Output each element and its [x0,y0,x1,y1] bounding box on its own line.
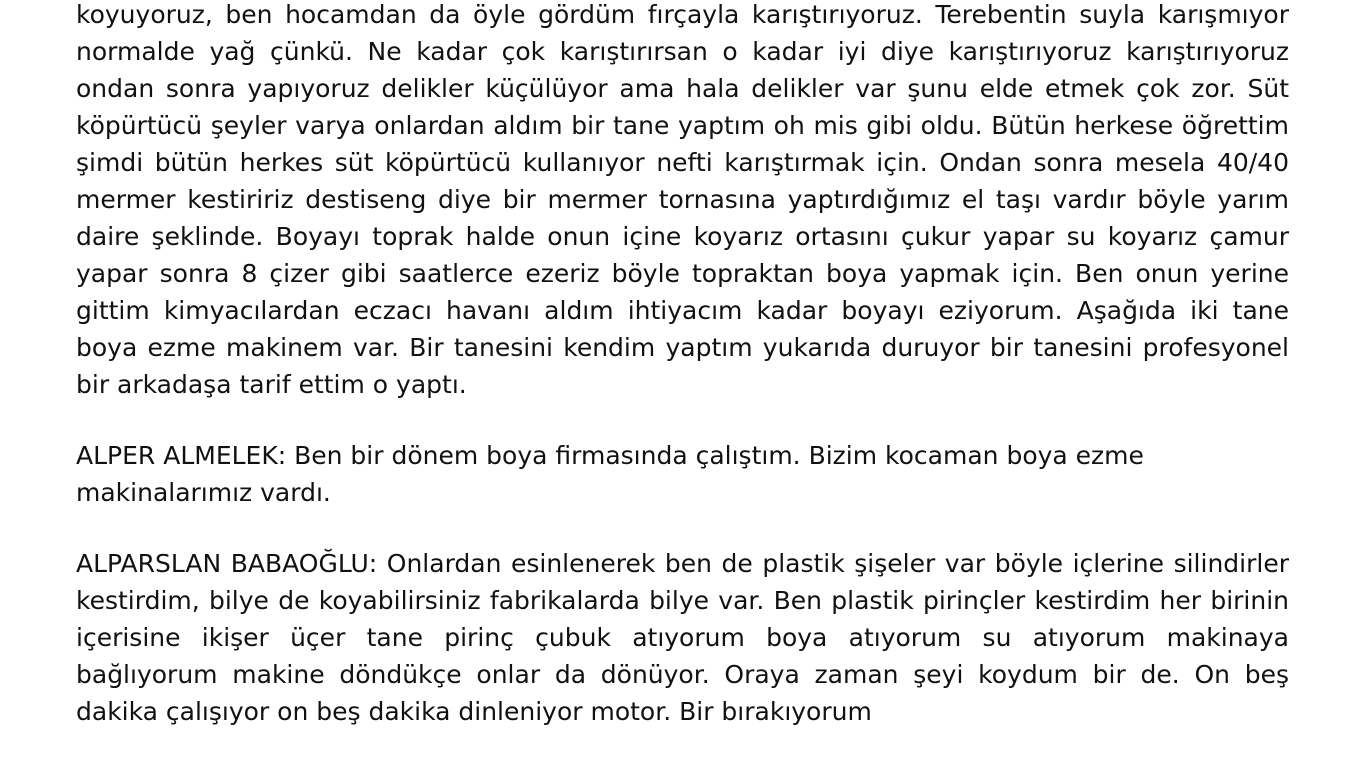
paragraph-painting-process: koyuyoruz, ben hocamdan da öyle gördüm fırçayla karıştırıyoruz. Terebentin suyla karışmıyor normalde yağ çünkü. Ne kadar çok karıştırırsan o kadar iyi diye karıştırıyoruz karıştırıyoruz ondan sonra yapıyoruz delikler küçülüyor ama hala delikler var şunu elde etmek çok zor. Süt köpürtücü şeyler varya onlardan aldım bir tane yaptım oh mis gibi oldu. Bütün herkese öğrettim şimdi bütün herkes süt köpürtücü kullanıyor nefti karıştırmak için. Ondan sonra mesela 40/40 mermer kestiririz destiseng diye bir mermer tornasına yaptırdığımız el taşı vardır böyle yarım daire şeklinde. Boyayı toprak halde onun içine koyarız ortasını çukur yapar su koyarız çamur yapar sonra 8 çizer gibi saatlerce ezeriz böyle topraktan boya yapmak için. Ben onun yerine gittim kimyacılardan eczacı havanı aldım ihtiyacım kadar boyayı eziyorum. Aşağıda iki tane boya ezme makinem var. Bir tanesini kendim yaptım yukarıda duruyor bir tanesini profesyonel bir arkadaşa tarif ettim o yaptı. [76,0,1289,399]
paragraph-alper-almelek: ALPER ALMELEK: Ben bir dönem boya firmasında çalıştım. Bizim kocaman boya ezme makinalarımız vardı. [76,441,1144,507]
paragraph-alparslan-babaoglu: ALPARSLAN BABAOĞLU: Onlardan esinlenerek ben de plastik şişeler var böyle içlerine silindirler kestirdim, bilye de koyabilirsiniz fabrikalarda bilye var. Ben plastik pirinçler kestirdim her birinin içerisine ikişer üçer tane pirinç çubuk atıyorum boya atıyorum su atıyorum makinaya bağlıyorum makine döndükçe onlar da dönüyor. Oraya zaman şeyi koydum bir de. On beş dakika çalışıyor on beş dakika dinleniyor motor. Bir bırakıyorum [76,549,1289,726]
document-body [76,0,1289,730]
paragraph-spacer [76,511,1289,545]
paragraph-spacer [76,403,1289,437]
